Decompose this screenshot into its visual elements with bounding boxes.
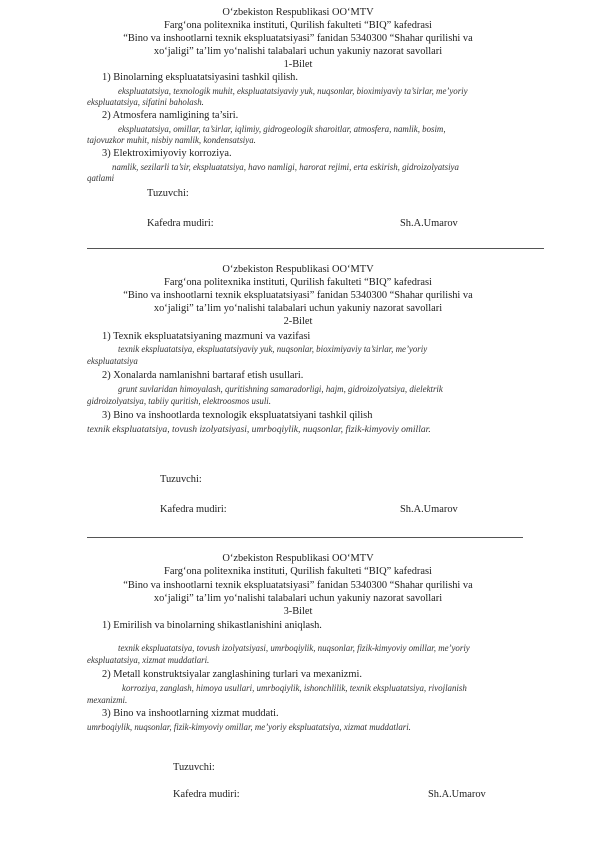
- question-1: 1) Binolarning ekspluatatsiyasini tashkil qilish.: [102, 72, 298, 83]
- question-3-keywords: umrboqiylik, nuqsonlar, fizik-kimyoviy omillar, me’yoriy ekspluatatsiya, xizmat muddatlari.: [87, 722, 411, 732]
- question-1-keywords-cont: ekspluatatsiya, xizmat muddatlari.: [87, 655, 210, 665]
- ticket-number: 3-Bilet: [283, 606, 313, 617]
- question-1-keywords-cont: ekspluatatsiya: [87, 356, 138, 366]
- ticket-number: 2-Bilet: [283, 316, 313, 327]
- ticket-header-subject: “Bino va inshootlarni texnik ekspluatatsiyasi” fanidan 5340300 “Shahar qurilishi va: [123, 33, 473, 44]
- question-2-keywords-cont: tajovuzkor muhit, nisbiy namlik, kondensatsiya.: [87, 135, 256, 145]
- question-3-keywords-cont: qatlami: [87, 173, 115, 183]
- question-3-keywords: namlik, sezilarli ta’sir, ekspluatatsiya, havo namligi, harorat rejimi, erta eskirish, gidroizolyatsiya: [112, 162, 459, 172]
- author-label: Tuzuvchi:: [160, 474, 202, 485]
- ticket-header-audience: xo‘jaligi” ta’lim yo‘nalishi talabalari uchun yakuniy nazorat savollari: [153, 593, 443, 604]
- question-1: 1) Texnik ekspluatatsiyaning mazmuni va vazifasi: [102, 331, 311, 342]
- head-of-department-label: Kafedra mudiri:: [160, 504, 227, 515]
- separator-1: [87, 248, 544, 249]
- ticket-header-institute: Farg‘ona politexnika instituti, Qurilish fakulteti “BIQ” kafedrasi: [164, 277, 432, 288]
- head-of-department-name: Sh.A.Umarov: [400, 504, 458, 515]
- question-1-keywords: ekspluatatsiya, texnologik muhit, ekspluatatsiyaviy yuk, nuqsonlar, bioximiyaviy ta’sirlar, me’yoriy: [118, 86, 468, 96]
- question-2-keywords: grunt suvlaridan himoyalash, quritishning samaradorligi, hajm, gidroizolyatsiya, dielektrik: [118, 384, 443, 394]
- ticket-number: 1-Bilet: [283, 59, 313, 70]
- ticket-header-audience: xo‘jaligi” ta’lim yo‘nalishi talabalari uchun yakuniy nazorat savollari: [153, 303, 443, 314]
- head-of-department-name: Sh.A.Umarov: [428, 789, 486, 800]
- author-label: Tuzuvchi:: [147, 188, 189, 199]
- question-2-keywords-cont: gidroizolyatsiya, tabiiy quritish, elektroosmos usuli.: [87, 396, 271, 406]
- question-1-keywords: texnik ekspluatatsiya, ekspluatatsiyaviy yuk, nuqsonlar, bioximiyaviy ta’sirlar, me’yoriy: [118, 344, 428, 354]
- separator-2: [87, 537, 523, 538]
- ticket-header-institute: Farg‘ona politexnika instituti, Qurilish fakulteti “BIQ” kafedrasi: [164, 20, 432, 31]
- ticket-header-subject: “Bino va inshootlarni texnik ekspluatatsiyasi” fanidan 5340300 “Shahar qurilishi va: [123, 290, 473, 301]
- head-of-department-name: Sh.A.Umarov: [400, 218, 458, 229]
- ticket-header-institute: Farg‘ona politexnika instituti, Qurilish fakulteti “BIQ” kafedrasi: [164, 566, 432, 577]
- head-of-department-label: Kafedra mudiri:: [147, 218, 214, 229]
- question-3: 3) Bino va inshootlarda texnologik ekspluatatsiyani tashkil qilish: [102, 410, 373, 421]
- question-2: 2) Metall konstruktsiyalar zanglashining turlari va mexanizmi.: [102, 669, 362, 680]
- ticket-header-subject: “Bino va inshootlarni texnik ekspluatatsiyasi” fanidan 5340300 “Shahar qurilishi va: [123, 580, 473, 591]
- ticket-header-ministry: O‘zbekiston Respublikasi OO‘MTV: [222, 553, 374, 564]
- question-3-keywords: texnik ekspluatatsiya, tovush izolyatsiyasi, umrboqiylik, nuqsonlar, fizik-kimyoviy omillar.: [87, 424, 431, 435]
- author-label: Tuzuvchi:: [173, 762, 215, 773]
- question-2-keywords: korroziya, zanglash, himoya usullari, umrboqiylik, ishonchlilik, texnik ekspluatatsiya, rivojlanish: [122, 683, 467, 693]
- question-2: 2) Atmosfera namligining ta’siri.: [102, 110, 239, 121]
- head-of-department-label: Kafedra mudiri:: [173, 789, 240, 800]
- question-1-keywords: texnik ekspluatatsiya, tovush izolyatsiyasi, umrboqiylik, nuqsonlar, fizik-kimyoviy omillar, me’yoriy: [118, 643, 470, 653]
- ticket-header-ministry: O‘zbekiston Respublikasi OO‘MTV: [222, 7, 374, 18]
- question-3: 3) Elektroximiyoviy korroziya.: [102, 148, 232, 159]
- ticket-header-audience: xo‘jaligi” ta’lim yo‘nalishi talabalari uchun yakuniy nazorat savollari: [153, 46, 443, 57]
- question-2-keywords: ekspluatatsiya, omillar, ta’sirlar, iqlimiy, gidrogeologik sharoitlar, atmosfera, namlik, bosim,: [118, 124, 446, 134]
- question-1: 1) Emirilish va binolarning shikastlanishini aniqlash.: [102, 620, 322, 631]
- question-1-keywords-cont: ekspluatatsiya, sifatini baholash.: [87, 97, 204, 107]
- question-2: 2) Xonalarda namlanishni bartaraf etish usullari.: [102, 370, 304, 381]
- question-3: 3) Bino va inshootlarning xizmat muddati.: [102, 708, 279, 719]
- question-2-keywords-cont: mexanizmi.: [87, 695, 128, 705]
- ticket-header-ministry: O‘zbekiston Respublikasi OO‘MTV: [222, 264, 374, 275]
